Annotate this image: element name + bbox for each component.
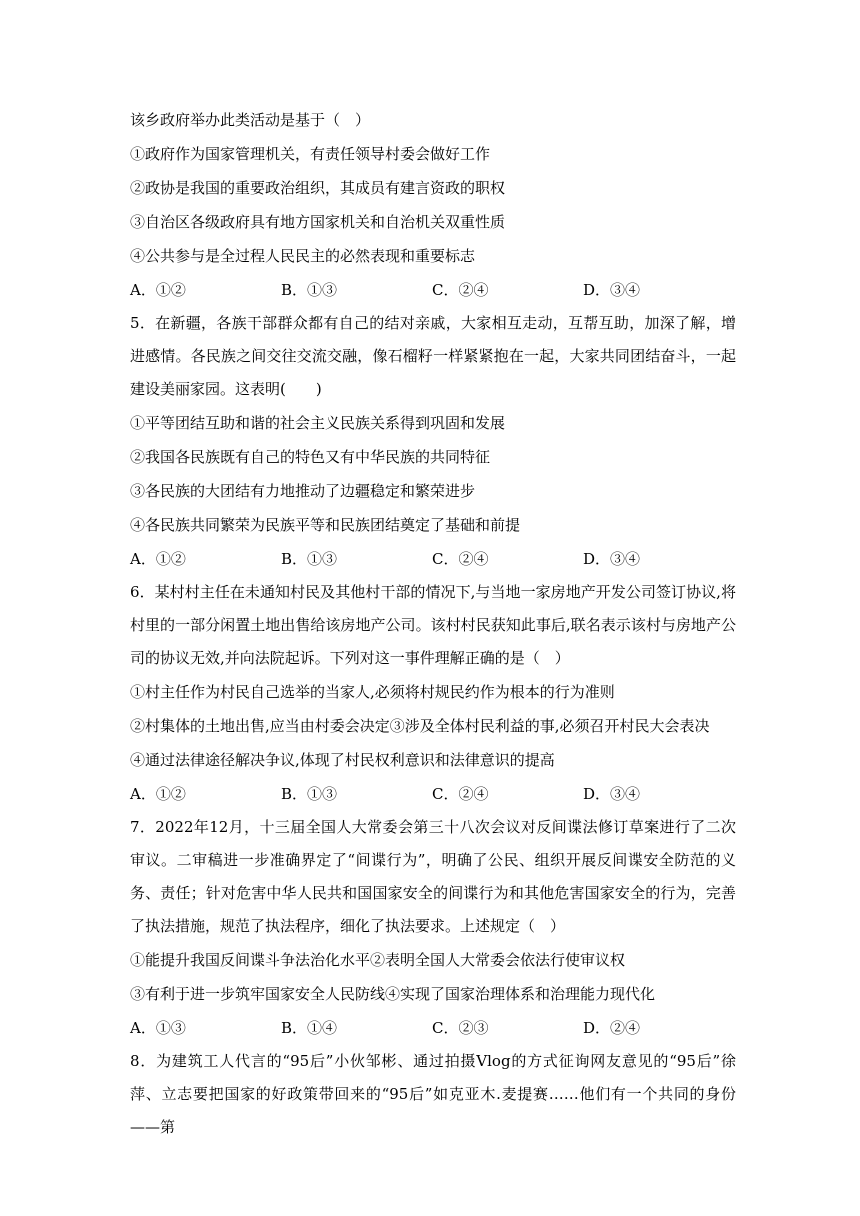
statement-item: ④公共参与是全过程人民民主的必然表现和重要标志: [130, 247, 476, 265]
question-stem: 6．某村村主任在未通知村民及其他村干部的情况下,与当地一家房地产开发公司签订协议,将村里的一部分闲置土地出售给该房地产公司。该村村民获知此事后,联名表示该村与房地产公司的协议无效,并向法院起诉。下列对这一事件理解正确的是（ ）: [130, 583, 736, 667]
statement-item: ③有利于进一步筑牢国家安全人民防线④实现了国家治理体系和治理能力现代化: [130, 985, 656, 1003]
option-c: C．②④: [432, 550, 489, 568]
option-a: A．①③: [130, 1019, 186, 1037]
statement-item: ①平等团结互助和谐的社会主义民族关系得到巩固和发展: [130, 414, 506, 432]
statement-item: ④各民族共同繁荣为民族平等和民族团结奠定了基础和前提: [130, 516, 521, 534]
question-stem: 该乡政府举办此类活动是基于（ ）: [130, 111, 371, 129]
answer-options: [130, 542, 736, 576]
document-page: [130, 103, 736, 1144]
statement-item: ②我国各民族既有自己的特色又有中华民族的共同特征: [130, 448, 491, 466]
option-d: D．③④: [583, 785, 641, 803]
statement-item: ①能提升我国反间谍斗争法治化水平②表明全国人大常委会依法行使审议权: [130, 951, 626, 969]
answer-options: [130, 273, 736, 307]
question-stem: 5．在新疆，各族干部群众都有自己的结对亲戚，大家相互走动，互帮互助，加深了解，增进感情。各民族之间交往交流交融，像石榴籽一样紧紧抱在一起，大家共同团结奋斗，一起建设美丽家园。这表明( ): [130, 314, 736, 398]
option-c: C．②④: [432, 281, 489, 299]
answer-options: [130, 777, 736, 811]
option-c: C．②④: [432, 785, 489, 803]
option-a: A．①②: [130, 785, 186, 803]
option-a: A．①②: [130, 281, 186, 299]
statement-item: ②村集体的土地出售,应当由村委会决定③涉及全体村民利益的事,必须召开村民大会表决: [130, 717, 710, 735]
option-d: D．③④: [583, 550, 641, 568]
option-b: B．①③: [281, 281, 338, 299]
option-a: A．①②: [130, 550, 186, 568]
question-stem: 7．2022年12月，十三届全国人大常委会第三十八次会议对反间谍法修订草案进行了二次审议。二审稿进一步准确界定了“间谍行为”，明确了公民、组织开展反间谍安全防范的义务、责任；针对危害中华人民共和国国家安全的间谍行为和其他危害国家安全的行为，完善了执法措施，规范了执法程序，细化了执法要求。上述规定（ ）: [130, 818, 736, 935]
question-stem: 8．为建筑工人代言的“95后”小伙邹彬、通过拍摄Vlog的方式征询网友意见的“95后”徐萍、立志要把国家的好政策带回来的“95后”如克亚木.麦提赛……他们有一个共同的身份——第: [130, 1052, 736, 1136]
answer-options: [130, 1011, 736, 1045]
option-b: B．①④: [281, 1019, 338, 1037]
statement-item: ②政协是我国的重要政治组织，其成员有建言资政的职权: [130, 179, 506, 197]
statement-item: ④通过法律途径解决争议,体现了村民权利意识和法律意识的提高: [130, 751, 555, 769]
statement-item: ③自治区各级政府具有地方国家机关和自治机关双重性质: [130, 213, 506, 231]
statement-item: ①村主任作为村民自己选举的当家人,必须将村规民约作为根本的行为准则: [130, 683, 615, 701]
option-c: C．②③: [432, 1019, 489, 1037]
option-d: D．③④: [583, 281, 641, 299]
option-d: D．②④: [583, 1019, 641, 1037]
statement-item: ③各民族的大团结有力地推动了边疆稳定和繁荣进步: [130, 482, 476, 500]
option-b: B．①③: [281, 550, 338, 568]
statement-item: ①政府作为国家管理机关，有责任领导村委会做好工作: [130, 145, 491, 163]
option-b: B．①③: [281, 785, 338, 803]
